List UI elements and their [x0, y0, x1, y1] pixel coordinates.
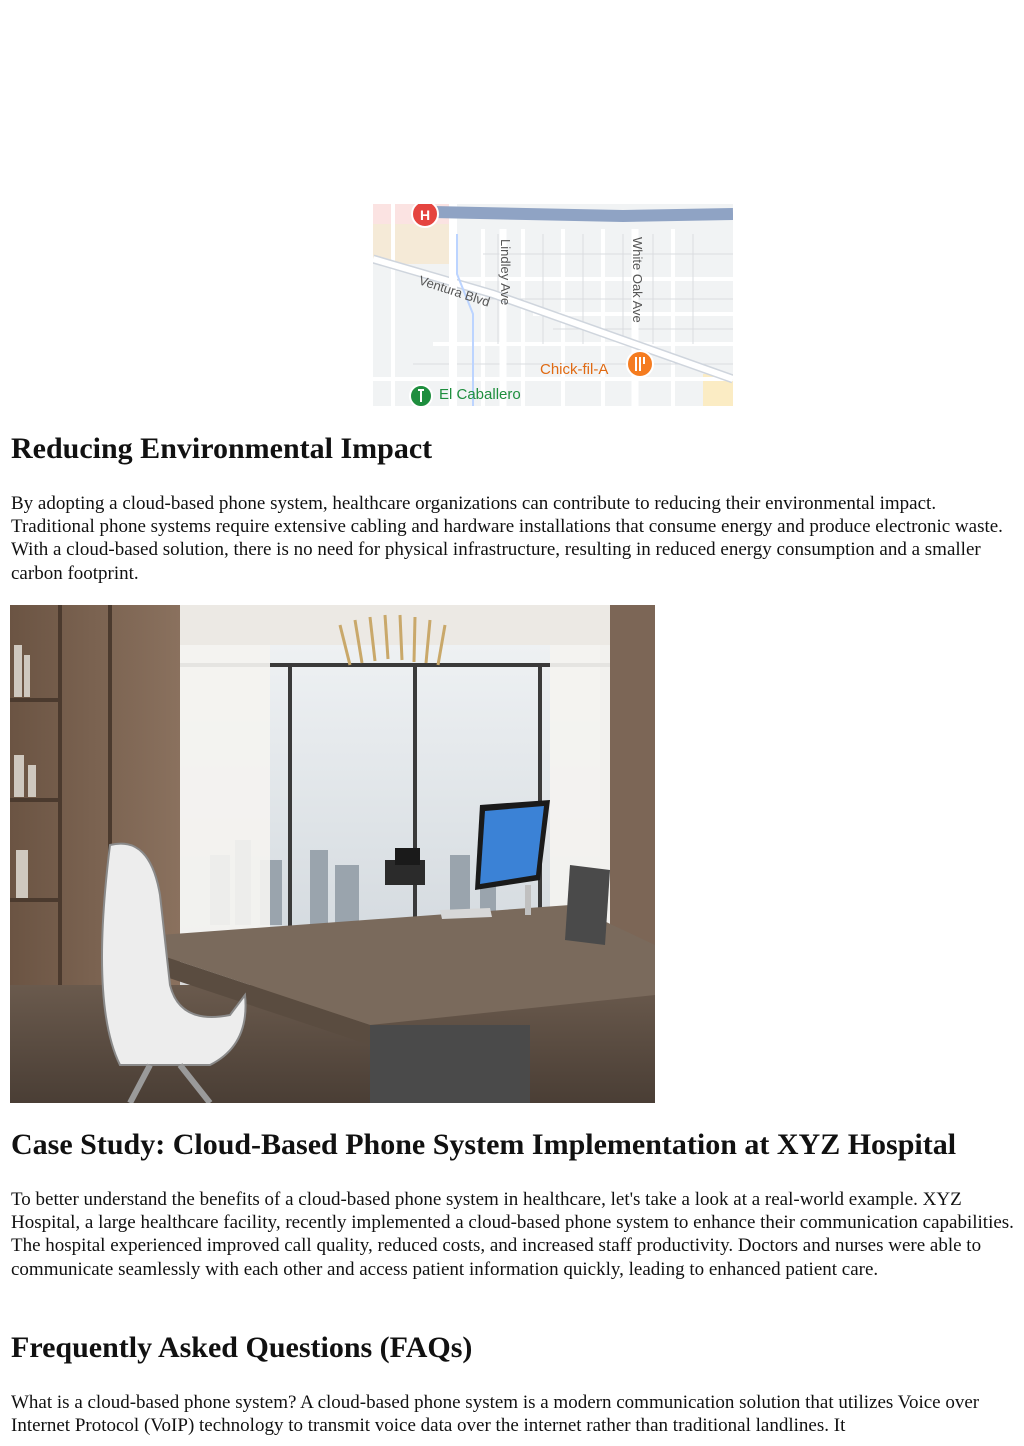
section-body-environmental: By adopting a cloud-based phone system, healthcare organizations can contribute to reducing their environmental impact. Traditional phone systems require extensive cabling and hardware installations that consume energy and produce electronic waste. With a cloud-based solution, there is no need for physical infrastructure, resulting in reduced energy consumption and a smaller carbon footprint. [11, 493, 1003, 584]
section-body-faqs: What is a cloud-based phone system? A cloud-based phone system is a modern communication solution that utilizes Voice over Internet Protocol (VoIP) technology to transmit voice data over the internet rather than traditional landlines. It [11, 1392, 980, 1437]
street-label-white-oak: White Oak Ave [630, 237, 645, 323]
place-label-el-caballero: El Caballero [439, 386, 521, 403]
park-marker-icon [410, 385, 432, 406]
section-heading-faqs: Frequently Asked Questions (FAQs) [11, 1331, 473, 1364]
svg-text:H: H [419, 207, 431, 223]
street-label-ventura: Ventura Blvd [417, 272, 492, 310]
map-image [373, 204, 733, 406]
place-label-chick-fil-a: Chick-fil-A [540, 361, 609, 378]
section-body-case-study: To better understand the benefits of a cloud-based phone system in healthcare, let's take a look at a real-world example. XYZ Hospital, a large healthcare facility, recently implemented a cloud-based phone system to enhance their communication capabilities. The hospital experienced improved call quality, reduced costs, and increased staff productivity. Doctors and nurses were able to communicate seamlessly with each other and access patient information quickly, leading to enhanced patient care. [11, 1189, 1014, 1280]
restaurant-marker-icon [627, 351, 653, 377]
hospital-marker-icon [412, 204, 438, 227]
section-heading-environmental: Reducing Environmental Impact [11, 432, 433, 465]
street-label-lindley: Lindley Ave [498, 239, 513, 306]
section-heading-case-study: Case Study: Cloud-Based Phone System Implementation at XYZ Hospital [11, 1128, 957, 1161]
office-photo [10, 605, 655, 1103]
